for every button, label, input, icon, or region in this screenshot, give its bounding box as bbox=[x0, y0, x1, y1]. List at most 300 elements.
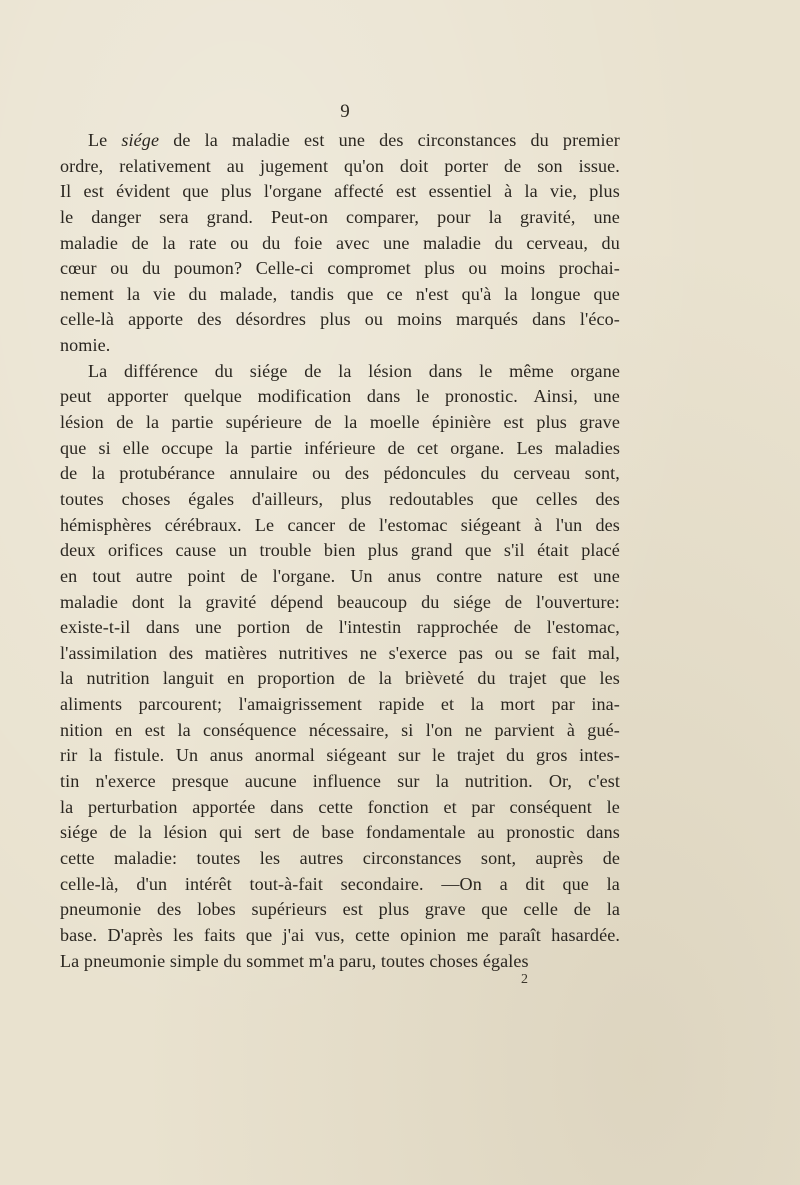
text-word: Ainsi, bbox=[533, 386, 578, 407]
text-word: la bbox=[435, 771, 449, 792]
text-word: et bbox=[443, 796, 457, 817]
text-word: trajet bbox=[508, 668, 547, 689]
text-word: du bbox=[530, 130, 549, 150]
text-word: à bbox=[566, 719, 575, 740]
text-word: l'on bbox=[425, 719, 453, 740]
text-word: faits bbox=[203, 924, 236, 945]
text-word: les bbox=[259, 847, 281, 868]
text-word: est bbox=[83, 181, 104, 202]
text-word: qui bbox=[219, 822, 243, 843]
text-word: simple bbox=[169, 950, 219, 971]
text-word: des bbox=[157, 899, 182, 920]
text-word: longue bbox=[530, 283, 581, 304]
text-word: siégeant bbox=[460, 514, 521, 535]
text-line bbox=[60, 949, 620, 975]
text-word: existe-t-il bbox=[60, 617, 131, 638]
text-word: celle-là, bbox=[60, 873, 119, 894]
text-word: nutritives bbox=[278, 642, 349, 663]
text-word: du bbox=[188, 283, 207, 304]
text-word: du bbox=[214, 360, 234, 381]
text-word: d'ailleurs, bbox=[251, 488, 324, 509]
text-word: l'estomac bbox=[379, 514, 448, 535]
text-word: a bbox=[499, 873, 508, 894]
text-word: tout-à-fait bbox=[249, 873, 323, 894]
text-word: partie bbox=[250, 437, 293, 458]
text-word: grand. bbox=[206, 206, 253, 227]
text-word: dépend bbox=[270, 591, 324, 612]
text-word: aliments bbox=[60, 694, 123, 715]
text-line bbox=[60, 692, 620, 718]
text-word: doit bbox=[399, 155, 429, 176]
text-line bbox=[60, 795, 620, 821]
text-word: la bbox=[162, 232, 176, 253]
text-word: pneumonie bbox=[60, 899, 142, 920]
text-word: affecté bbox=[334, 181, 384, 202]
text-word: trouble bbox=[259, 540, 312, 561]
text-word: par bbox=[551, 694, 575, 715]
text-word: de bbox=[304, 360, 322, 381]
text-word: mal, bbox=[587, 642, 620, 663]
text-word: grand bbox=[410, 540, 453, 561]
text-word: La bbox=[88, 360, 108, 381]
text-word: pneumonie bbox=[83, 950, 166, 971]
text-word: Il bbox=[60, 181, 72, 202]
text-line bbox=[60, 436, 620, 462]
text-word: maladie bbox=[60, 591, 118, 612]
text-word: orifices bbox=[108, 540, 164, 561]
text-word: des bbox=[197, 309, 222, 330]
text-word: ou bbox=[312, 463, 331, 484]
text-line bbox=[60, 666, 620, 692]
text-word: modification bbox=[257, 386, 352, 407]
text-word: circonstances bbox=[417, 130, 517, 150]
text-word: Le bbox=[254, 514, 275, 535]
text-word: que bbox=[481, 899, 508, 920]
text-word: dans bbox=[532, 309, 566, 330]
text-line bbox=[60, 769, 620, 795]
text-word: plus bbox=[536, 412, 567, 433]
text-word: apporte bbox=[128, 309, 184, 330]
text-word: hémisphères bbox=[60, 514, 152, 535]
text-word: ne bbox=[359, 642, 377, 663]
text-word: fondamentale bbox=[365, 822, 466, 843]
text-word: comparer, bbox=[346, 206, 420, 227]
text-word: la bbox=[177, 719, 191, 740]
text-word: ne bbox=[464, 719, 483, 740]
text-word: celles bbox=[535, 488, 578, 509]
text-word: cette bbox=[318, 796, 353, 817]
text-word: les bbox=[599, 668, 620, 689]
text-word: de bbox=[513, 617, 532, 638]
text-line bbox=[60, 205, 620, 231]
text-line bbox=[60, 820, 620, 846]
text-word: placé bbox=[581, 540, 620, 561]
text-word: Les bbox=[516, 437, 543, 458]
text-word: que bbox=[593, 283, 620, 304]
text-word: sur bbox=[398, 745, 421, 766]
text-word: tout bbox=[92, 565, 121, 586]
text-word: sont, bbox=[584, 463, 620, 484]
text-word: nutrition bbox=[86, 668, 150, 689]
text-word: la bbox=[204, 130, 218, 150]
text-word: toutes bbox=[196, 847, 241, 868]
text-word: nature bbox=[497, 565, 543, 586]
text-word: que bbox=[347, 283, 374, 304]
text-word: annulaire bbox=[229, 463, 298, 484]
text-word: de bbox=[292, 822, 310, 843]
text-word: ina- bbox=[591, 694, 620, 715]
text-word: apportée bbox=[192, 796, 256, 817]
text-word: la bbox=[145, 412, 160, 433]
text-word: une bbox=[593, 206, 620, 227]
text-word: siége bbox=[60, 822, 98, 843]
text-word: cet bbox=[416, 437, 439, 458]
text-word: sert bbox=[254, 822, 281, 843]
text-word: de bbox=[314, 412, 332, 433]
text-word: de bbox=[348, 668, 366, 689]
text-word: redoutables bbox=[389, 488, 474, 509]
text-word: nement bbox=[60, 283, 114, 304]
text-word: le bbox=[416, 386, 430, 407]
text-word: porter bbox=[444, 155, 489, 176]
text-word: le bbox=[606, 796, 620, 817]
text-word: est bbox=[395, 181, 417, 202]
text-word: l'organe. bbox=[272, 565, 336, 586]
text-line bbox=[60, 410, 620, 436]
text-word: la bbox=[225, 437, 239, 458]
text-word: intérêt bbox=[184, 873, 232, 894]
text-word: est bbox=[503, 412, 524, 433]
text-word: est bbox=[304, 130, 325, 150]
text-word: lobes bbox=[197, 899, 236, 920]
text-word: issue. bbox=[578, 155, 620, 176]
text-word: peut bbox=[60, 386, 92, 407]
text-line bbox=[60, 179, 620, 205]
text-word: du bbox=[421, 591, 440, 612]
text-word: la bbox=[88, 745, 103, 766]
text-word: du bbox=[142, 258, 161, 279]
text-word: tandis bbox=[290, 283, 335, 304]
text-word: de bbox=[504, 591, 523, 612]
text-line bbox=[60, 513, 620, 539]
text-word: foie bbox=[293, 232, 323, 253]
text-word: organe bbox=[570, 360, 620, 381]
text-word: maladie: bbox=[114, 847, 178, 868]
text-word: mort bbox=[500, 694, 535, 715]
text-line bbox=[60, 872, 620, 898]
text-word: cette bbox=[355, 924, 390, 945]
text-word: la bbox=[504, 283, 518, 304]
text-word: nutrition. bbox=[464, 771, 533, 792]
text-word: de bbox=[131, 232, 149, 253]
text-word: du bbox=[506, 745, 525, 766]
text-word: la bbox=[344, 412, 358, 433]
text-word: quelque bbox=[183, 386, 242, 407]
text-word: dans bbox=[428, 360, 463, 381]
text-word: toutes bbox=[380, 950, 425, 971]
text-word: de bbox=[573, 899, 592, 920]
text-word: la bbox=[524, 181, 538, 202]
text-word: opinion bbox=[400, 924, 457, 945]
text-word: ordre, bbox=[60, 155, 104, 176]
text-word: la bbox=[488, 206, 502, 227]
text-word: bien bbox=[323, 540, 356, 561]
text-word: l'organe bbox=[263, 181, 322, 202]
text-line bbox=[60, 590, 620, 616]
text-word: de bbox=[348, 514, 366, 535]
text-word: à bbox=[534, 514, 543, 535]
text-word: de bbox=[387, 437, 405, 458]
text-word: rapprochée bbox=[416, 617, 499, 638]
text-word: siégeant bbox=[326, 745, 387, 766]
text-word: essentiel bbox=[428, 181, 492, 202]
text-word: plus bbox=[221, 181, 252, 202]
text-word: égales bbox=[188, 488, 235, 509]
text-line bbox=[60, 333, 620, 359]
text-word: de bbox=[240, 565, 258, 586]
text-word: si bbox=[98, 437, 111, 458]
text-word: conséquence bbox=[203, 719, 297, 740]
text-word: paraît bbox=[499, 924, 541, 945]
text-word: protubérance bbox=[119, 463, 216, 484]
text-word: dans bbox=[270, 796, 304, 817]
text-word: vus, bbox=[314, 924, 345, 945]
text-word: celle-là bbox=[60, 309, 115, 330]
text-word: au bbox=[477, 822, 495, 843]
text-word: fonction bbox=[367, 796, 429, 817]
text-word: portion bbox=[237, 617, 291, 638]
text-word: ou bbox=[468, 258, 487, 279]
text-word: influence bbox=[312, 771, 382, 792]
text-word: que bbox=[182, 181, 209, 202]
text-word: en bbox=[115, 719, 133, 740]
text-word: anus bbox=[387, 565, 422, 586]
text-word: d'un bbox=[136, 873, 168, 894]
text-line bbox=[60, 641, 620, 667]
text-word: auprès bbox=[535, 847, 584, 868]
text-word: siége bbox=[121, 130, 160, 150]
text-word: brièveté bbox=[405, 668, 465, 689]
text-word: son bbox=[537, 155, 563, 176]
text-word: maladie bbox=[60, 232, 118, 253]
text-line bbox=[60, 538, 620, 564]
text-word: autre bbox=[135, 565, 173, 586]
text-word: vie, bbox=[550, 181, 578, 202]
text-word: égales bbox=[482, 950, 529, 971]
text-word: maladie bbox=[423, 232, 482, 253]
text-word: la bbox=[178, 591, 192, 612]
text-word: sur bbox=[397, 771, 420, 792]
text-word: m'a bbox=[308, 950, 335, 971]
text-word: rapide bbox=[378, 694, 425, 715]
text-word: Un bbox=[175, 745, 199, 766]
text-word: la bbox=[606, 899, 620, 920]
text-word: beaucoup bbox=[337, 591, 408, 612]
text-word: de bbox=[504, 155, 522, 176]
text-word: Peut-on bbox=[271, 206, 329, 227]
text-word: gravité bbox=[205, 591, 257, 612]
text-line bbox=[60, 615, 620, 641]
text-word: ce bbox=[386, 283, 403, 304]
text-word: presque bbox=[171, 771, 229, 792]
text-line bbox=[60, 487, 620, 513]
text-word: rate bbox=[189, 232, 217, 253]
text-word: moins bbox=[397, 309, 442, 330]
text-word: contre bbox=[436, 565, 483, 586]
text-word: plus bbox=[320, 309, 351, 330]
text-word: dans bbox=[366, 386, 401, 407]
text-word: s'exerce bbox=[388, 642, 447, 663]
text-line bbox=[60, 718, 620, 744]
text-word: nécessaire, bbox=[308, 719, 389, 740]
text-word: parcourent; bbox=[138, 694, 223, 715]
text-word: du bbox=[262, 232, 281, 253]
text-word: Le bbox=[88, 130, 108, 150]
text-word: tin bbox=[60, 771, 80, 792]
text-word: plus bbox=[589, 181, 620, 202]
text-word: de bbox=[173, 130, 191, 150]
text-word: ou bbox=[364, 309, 384, 330]
text-word: organe. bbox=[450, 437, 505, 458]
text-word: de bbox=[109, 822, 127, 843]
text-word: compromet bbox=[327, 258, 411, 279]
text-word: cause bbox=[175, 540, 217, 561]
text-word: vie bbox=[153, 283, 176, 304]
text-word: différence bbox=[124, 360, 199, 381]
text-word: l'ouverture: bbox=[536, 591, 620, 612]
text-word: la bbox=[60, 796, 74, 817]
text-line bbox=[60, 564, 620, 590]
text-word: qu'on bbox=[343, 155, 384, 176]
text-word: de bbox=[60, 463, 78, 484]
text-line bbox=[60, 846, 620, 872]
text-word: La bbox=[60, 950, 80, 971]
text-line bbox=[60, 231, 620, 257]
text-word: cerveau, bbox=[526, 232, 588, 253]
text-word: avec bbox=[335, 232, 370, 253]
text-word: moelle bbox=[369, 412, 420, 433]
text-word: est bbox=[144, 719, 166, 740]
text-word: partie bbox=[171, 412, 214, 433]
text-word: jugement bbox=[259, 155, 329, 176]
text-word: cette bbox=[60, 847, 95, 868]
text-word: une bbox=[593, 386, 620, 407]
text-word: pas bbox=[458, 642, 484, 663]
text-word: plus bbox=[340, 488, 372, 509]
text-word: grave bbox=[424, 899, 466, 920]
text-word: dans bbox=[146, 617, 180, 638]
text-word: fistule. bbox=[113, 745, 165, 766]
text-word: cerveau bbox=[513, 463, 571, 484]
text-word: l'assimilation bbox=[60, 642, 158, 663]
text-word: s'il bbox=[503, 540, 525, 561]
text-word: intes- bbox=[579, 745, 620, 766]
body-text bbox=[60, 128, 620, 974]
text-word: n'exerce bbox=[95, 771, 156, 792]
text-word: à bbox=[504, 181, 513, 202]
text-word: D'après bbox=[107, 924, 163, 945]
text-word: toutes bbox=[60, 488, 104, 509]
text-word: inférieure bbox=[304, 437, 376, 458]
text-word: en bbox=[227, 668, 245, 689]
text-word: relativement bbox=[119, 155, 211, 176]
text-word: gué- bbox=[587, 719, 620, 740]
text-word: plus bbox=[367, 540, 399, 561]
text-word: dont bbox=[131, 591, 165, 612]
text-word: la bbox=[91, 463, 105, 484]
text-word: des bbox=[379, 130, 404, 150]
text-word: secondaire. bbox=[340, 873, 424, 894]
text-word: la bbox=[138, 822, 152, 843]
text-word: autres bbox=[299, 847, 344, 868]
text-word: nition bbox=[60, 719, 103, 740]
text-word: maladie bbox=[231, 130, 290, 150]
text-word: base. bbox=[60, 924, 98, 945]
text-line bbox=[60, 307, 620, 333]
text-word: pronostic bbox=[506, 822, 575, 843]
text-word: en bbox=[60, 565, 78, 586]
text-word: Or, bbox=[548, 771, 573, 792]
text-word: que bbox=[60, 437, 87, 458]
text-word: —On bbox=[441, 873, 482, 894]
text-word: que bbox=[559, 668, 587, 689]
text-word: apporter bbox=[107, 386, 169, 407]
text-word: des bbox=[595, 514, 620, 535]
text-word: une bbox=[195, 617, 222, 638]
text-word: rir bbox=[60, 745, 78, 766]
text-word: circonstances bbox=[362, 847, 462, 868]
text-word: est bbox=[557, 565, 579, 586]
text-word: paru, bbox=[339, 950, 377, 971]
text-word: prochai- bbox=[558, 258, 620, 279]
text-word: j'ai bbox=[282, 924, 305, 945]
text-word: cérébraux. bbox=[164, 514, 242, 535]
text-word: une bbox=[593, 565, 620, 586]
text-word: désordres bbox=[235, 309, 306, 330]
text-word: une bbox=[338, 130, 365, 150]
text-word: malade, bbox=[219, 283, 278, 304]
text-line bbox=[60, 923, 620, 949]
text-word: que bbox=[245, 924, 273, 945]
text-word: l'éco- bbox=[579, 309, 620, 330]
text-word: choses bbox=[121, 488, 171, 509]
text-word: Un bbox=[350, 565, 373, 586]
text-word: anormal bbox=[254, 745, 315, 766]
text-word: conséquent bbox=[509, 796, 592, 817]
text-word: la bbox=[470, 694, 484, 715]
text-word: le bbox=[479, 360, 493, 381]
text-word: pronostic. bbox=[445, 386, 518, 407]
text-word: moins bbox=[500, 258, 546, 279]
text-word: premier bbox=[562, 130, 620, 150]
text-word: sont, bbox=[480, 847, 517, 868]
text-word: une bbox=[383, 232, 410, 253]
text-word: du bbox=[477, 668, 496, 689]
text-word: proportion bbox=[257, 668, 335, 689]
text-word: si bbox=[401, 719, 414, 740]
text-word: dans bbox=[586, 822, 620, 843]
text-word: au bbox=[226, 155, 245, 176]
text-line bbox=[60, 256, 620, 282]
text-word: plus bbox=[378, 899, 410, 920]
text-word: supérieure bbox=[225, 412, 303, 433]
text-word: que bbox=[491, 488, 519, 509]
text-word: gros bbox=[535, 745, 568, 766]
text-word: marqués bbox=[456, 309, 519, 330]
text-word: la bbox=[338, 360, 352, 381]
text-word: la bbox=[60, 668, 74, 689]
text-line bbox=[60, 384, 620, 410]
